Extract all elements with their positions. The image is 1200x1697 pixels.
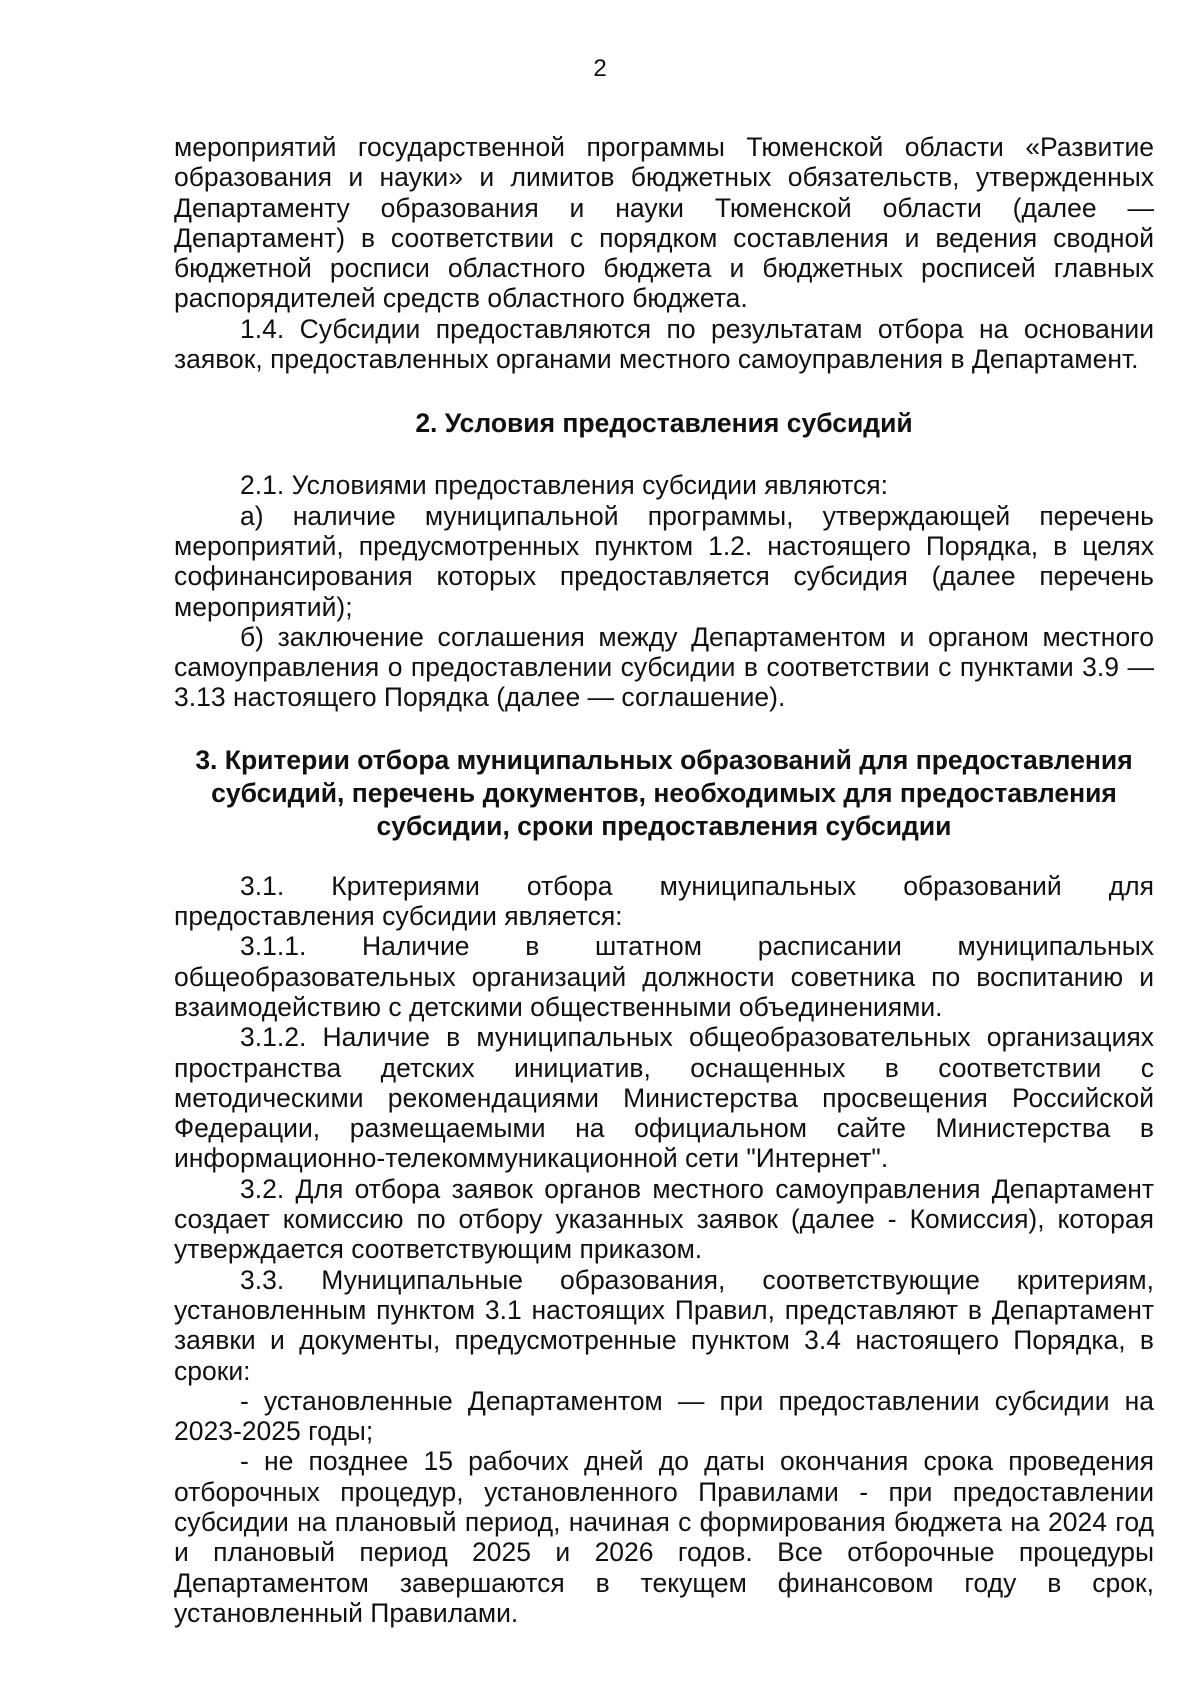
paragraph-3-1: 3.1. Критериями отбора муниципальных образований для предоставления субсидии является: — [174, 870, 1154, 932]
page-number: 2 — [593, 55, 607, 82]
paragraph-3-1-1: 3.1.1. Наличие в штатном расписании муниципальных общеобразовательных организаций должности советника по воспитанию и взаимодействию с детскими общественными объединениями. — [174, 931, 1154, 1022]
list-item-b: б) заключение соглашения между Департаментом и органом местного самоуправления о предоставлении субсидии в соответствии с пунктами 3.9 — 3.13 настоящего Порядка (далее — соглашение). — [174, 621, 1154, 713]
document-body — [174, 132, 1154, 1628]
section-2-heading: 2. Условия предоставления субсидий — [415, 408, 913, 439]
paragraph-3-2: 3.2. Для отбора заявок органов местного самоуправления Департамент создает комиссию по отбору указанных заявок (далее - Комиссия), которая утверждается соответствующим приказом. — [174, 1173, 1154, 1265]
paragraph-3-3: 3.3. Муниципальные образования, соответствующие критериям, установленным пунктом 3.1 настоящих Правил, представляют в Департамент заявки и документы, предусмотренные пунктом 3.4 настоящего Порядка, в сроки: — [174, 1264, 1154, 1386]
paragraph-2-1: 2.1. Условиями предоставления субсидии являются: — [240, 470, 888, 501]
paragraph-1-4: 1.4. Субсидии предоставляются по результатам отбора на основании заявок, предоставленных органами местного самоуправления в Департамент. — [174, 313, 1154, 375]
section-3-heading — [174, 744, 1154, 843]
dash-item-2: - не позднее 15 рабочих дней до даты окончания срока проведения отборочных процедур, установленного Правилами - при предоставлении субсидии на плановый период, начиная с формирования бюджета на 2024 год и плановый период 2025 и 2026 годов. Все отборочные процедуры Департаментом завершаются в текущем финансовом году в срок, установленный Правилами. — [174, 1446, 1154, 1628]
section-3-heading-line-2: субсидий, перечень документов, необходимых для предоставления — [211, 777, 1117, 808]
paragraph-continued: мероприятий государственной программы Тюменской области «Развитие образования и науки» и лимитов бюджетных обязательств, утвержденных Департаменту образования и науки Тюменской области (далее — Департамент) в соответствии с порядком составления и ведения сводной бюджетной росписи областного бюджета и бюджетных росписей главных распорядителей средств областного бюджета. — [174, 132, 1154, 314]
paragraph-3-1-2: 3.1.2. Наличие в муниципальных общеобразовательных организациях пространства детских инициатив, оснащенных в соответствии с методическими рекомендациями Министерства просвещения Российской Федерации, размещаемыми на официальном сайте Министерства в информационно-телекоммуникационной сети "Интернет". — [174, 1022, 1154, 1174]
dash-item-1: - установленные Департаментом — при предоставлении субсидии на 2023-2025 годы; — [174, 1385, 1154, 1447]
section-3-heading-line-3: субсидии, сроки предоставления субсидии — [376, 810, 952, 841]
list-item-a: а) наличие муниципальной программы, утверждающей перечень мероприятий, предусмотренных пунктом 1.2. настоящего Порядка, в целях софинансирования которых предоставляется субсидия (далее перечень мероприятий); — [174, 500, 1154, 622]
section-3-heading-line-1: 3. Критерии отбора муниципальных образований для предоставления — [195, 744, 1133, 775]
